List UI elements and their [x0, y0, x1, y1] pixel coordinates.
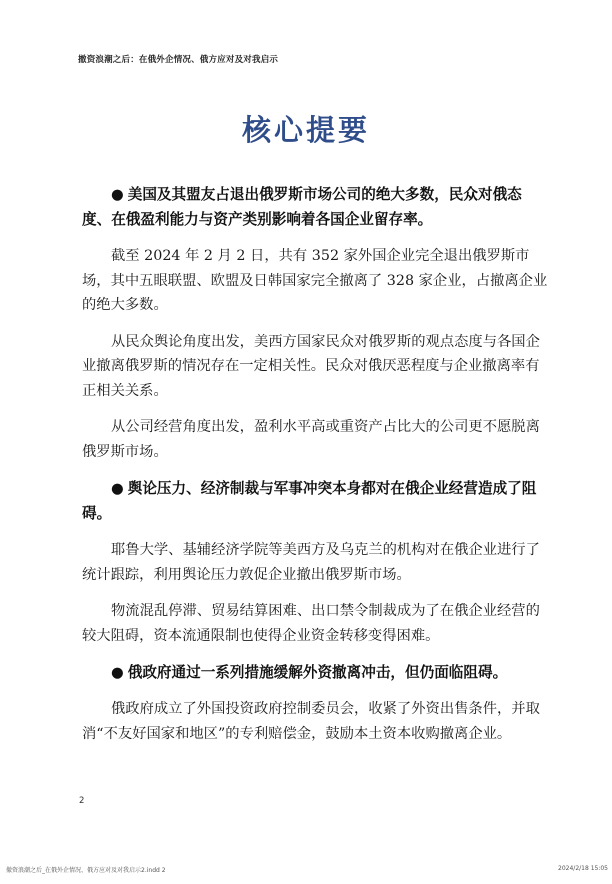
section-1-paragraph-2: 从民众舆论角度出发，美西方国家民众对俄罗斯的观点态度与各国企业撤离俄罗斯的情况存在一定相关性。民众对俄厌恶程度与企业撤离率有正相关关系。: [82, 333, 540, 399]
section-2-bullet-text: 舆论压力、经济制裁与军事冲突本身都对在俄企业经营造成了阻碍。: [82, 480, 537, 522]
section-2-paragraph-1: 耶鲁大学、基辅经济学院等美西方及乌克兰的机构对在俄企业进行了统计跟踪，利用舆论压力敦促企业撤出俄罗斯市场。: [82, 542, 540, 583]
section-2-paragraph-2: 物流混乱停滞、贸易结算困难、出口禁令制裁成为了在俄企业经营的较大阻碍，资本流通限制也使得企业资金转移变得困难。: [82, 603, 540, 644]
summary-content: [82, 182, 550, 758]
page-title: 核心提要: [241, 113, 370, 147]
bullet-dot-icon: ●: [111, 186, 124, 203]
page-number: 2: [79, 796, 85, 806]
footer-timestamp: 2024/2/18 15:05: [558, 865, 608, 872]
section-1-paragraph-3: 从公司经营角度出发，盈利水平高或重资产占比大的公司更不愿脱离俄罗斯市场。: [82, 419, 540, 460]
footer-file-name: 撤资浪潮之后_在俄外企情况、俄方应对及对我启示2.indd 2: [6, 867, 166, 874]
bullet-dot-icon: ●: [111, 664, 124, 681]
section-1-bullet-text: 美国及其盟友占退出俄罗斯市场公司的绝大多数，民众对俄态度、在俄盈利能力与资产类别影响着各国企业留存率。: [82, 186, 522, 228]
section-3-bullet: [82, 660, 550, 685]
bullet-dot-icon: ●: [111, 480, 124, 497]
section-3-bullet-text: 俄政府通过一系列措施缓解外资撤离冲击，但仍面临阻碍。: [127, 664, 508, 681]
section-1-paragraph-1: 截至 2024 年 2 月 2 日，共有 352 家外国企业完全退出俄罗斯市场，其中五眼联盟、欧盟及日韩国家完全撤离了 328 家企业，占撤离企业的绝大多数。: [82, 248, 548, 313]
running-header: 撤资浪潮之后：在俄外企情况、俄方应对及对我启示: [78, 55, 279, 65]
section-1-bullet: [82, 182, 550, 232]
section-3-paragraph-1: 俄政府成立了外国投资政府控制委员会，收紧了外资出售条件，并取消“不友好国家和地区”的专利赔偿金，鼓励本土资本收购撤离企业。: [82, 701, 540, 742]
section-2-bullet: [82, 476, 550, 526]
